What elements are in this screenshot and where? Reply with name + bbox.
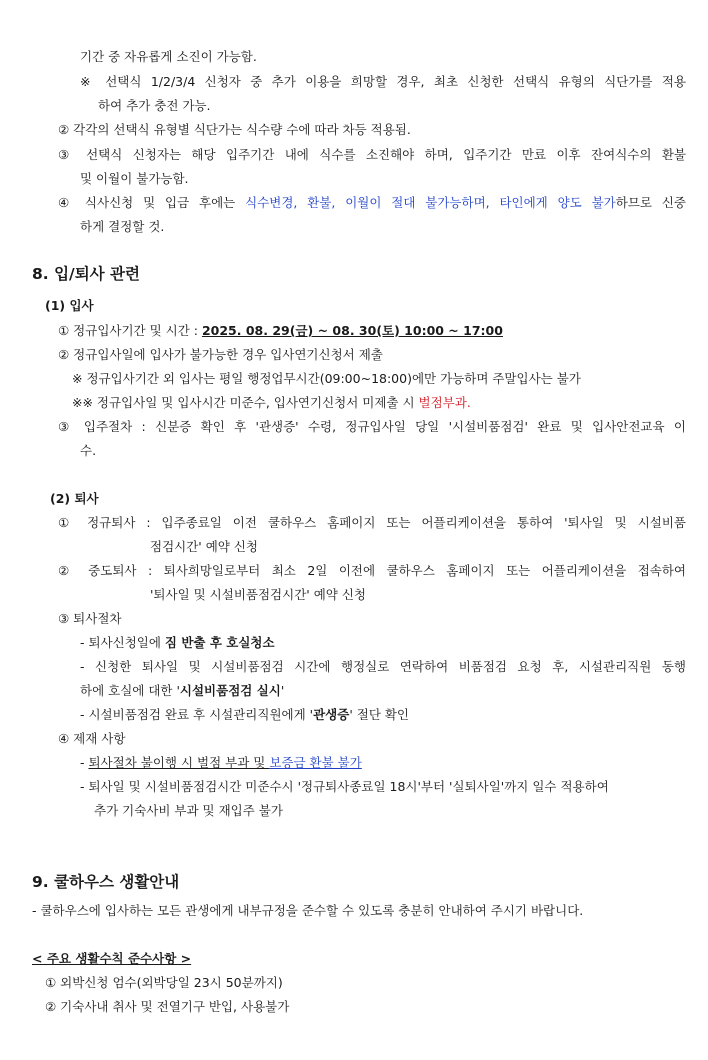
checkin-note-2: ※※ 정규입사일 및 입사시간 미준수, 입사연기신청서 미제출 시 벌점부과. (72, 395, 471, 410)
meal-note-extra-charge: ※ 선택식 1/2/3/4 신청자 중 추가 이용을 희망할 경우, 최초 신청한 선택식 유형의 식단가를 적용 (80, 74, 686, 89)
checkin-item-3-cont: 수. (80, 443, 97, 458)
deposit-refund-warning: 보증금 환불 불가 (269, 755, 362, 770)
checkin-datetime: 2025. 08. 29(금) ~ 08. 30(토) 10:00 ~ 17:00 (201, 323, 503, 338)
sanction-1: - 퇴사절차 불이행 시 벌점 부과 및 보증금 환불 불가 (80, 755, 362, 770)
rule-1: ① 외박신청 엄수(외박당일 23시 50분까지) (45, 975, 283, 990)
section-9-title: 9. 쿨하우스 생활안내 (32, 873, 180, 891)
section-8-title: 8. 입/퇴사 관련 (32, 265, 140, 283)
sanctions-title: ④ 제재 사항 (58, 731, 126, 746)
sanction-2-cont: 추가 기숙사비 부과 및 재입주 불가 (94, 803, 283, 818)
checkout-step-2-cont: 하에 호실에 대한 '시설비품점검 실시' (80, 683, 285, 698)
checkin-item-2: ② 정규입사일에 입사가 불가능한 경우 입사연기신청서 제출 (58, 347, 383, 362)
checkout-step-2: - 신청한 퇴사일 및 시설비품점검 시간에 행정실로 연락하여 비품점검 요청 후, 시설관리직원 동행 (80, 659, 686, 674)
checkout-title: (2) 퇴사 (50, 491, 99, 506)
meal-item-2: ② 각각의 선택식 유형별 식단가는 식수량 수에 따라 차등 적용됨. (58, 122, 411, 137)
meal-item-3: ③ 선택식 신청자는 해당 입주기간 내에 식수를 소진해야 하며, 입주기간 만료 이후 잔여식수의 환불 (58, 147, 686, 162)
checkout-step-1: - 퇴사신청일에 짐 반출 후 호실청소 (80, 635, 275, 650)
checkin-period: ① 정규입사기간 및 시간 : 2025. 08. 29(금) ~ 08. 30(토) 10:00 ~ 17:00 (58, 323, 503, 338)
checkin-item-3: ③ 입주절차 : 신분증 확인 후 '관생증' 수령, 정규입사일 당일 '시설비품점검' 완료 및 입사안전교육 이 (58, 419, 686, 434)
section-9-intro: - 쿨하우스에 입사하는 모든 관생에게 내부규정을 준수할 수 있도록 충분히 안내하여 주시기 바랍니다. (32, 903, 584, 918)
checkout-step-3: - 시설비품점검 완료 후 시설관리직원에게 '관생증' 절단 확인 (80, 707, 410, 722)
meal-note-extra-charge-cont: 하여 추가 충전 가능. (98, 98, 211, 113)
checkout-regular-cont: 점검시간' 예약 신청 (150, 539, 258, 554)
meal-item-4-cont: 하게 결정할 것. (80, 219, 165, 234)
meal-warning-text: 식수변경, 환불, 이월이 절대 불가능하며, 타인에게 양도 불가 (245, 195, 616, 210)
checkout-procedure-title: ③ 퇴사절차 (58, 611, 122, 626)
checkout-regular: ① 정규퇴사 : 입주종료일 이전 쿨하우스 홈페이지 또는 어플리케이션을 통하여 '퇴사일 및 시설비품 (58, 515, 686, 530)
checkin-note-1: ※ 정규입사기간 외 입사는 평일 행정업무시간(09:00~18:00)에만 가능하며 주말입사는 불가 (72, 371, 581, 386)
rule-2: ② 기숙사내 취사 및 전열기구 반입, 사용불가 (45, 999, 290, 1014)
checkout-early: ② 중도퇴사 : 퇴사희망일로부터 최소 2일 이전에 쿨하우스 홈페이지 또는 어플리케이션을 접속하여 (58, 563, 686, 578)
penalty-text: 벌점부과. (418, 395, 471, 410)
meal-item-4: ④ 식사신청 및 입금 후에는 식수변경, 환불, 이월이 절대 불가능하며, 타인에게 양도 불가하므로 신중 (58, 195, 686, 210)
checkin-title: (1) 입사 (45, 298, 94, 313)
meal-item-3-cont: 및 이월이 불가능함. (80, 171, 189, 186)
meal-note-line: 기간 중 자유롭게 소진이 가능함. (80, 49, 257, 64)
sanction-2: - 퇴사일 및 시설비품점검시간 미준수시 '정규퇴사종료일 18시'부터 '실퇴사일'까지 일수 적용하여 (80, 779, 609, 794)
rules-title: < 주요 생활수칙 준수사항 > (32, 951, 192, 966)
checkout-early-cont: '퇴사일 및 시설비품점검시간' 예약 신청 (150, 587, 366, 602)
